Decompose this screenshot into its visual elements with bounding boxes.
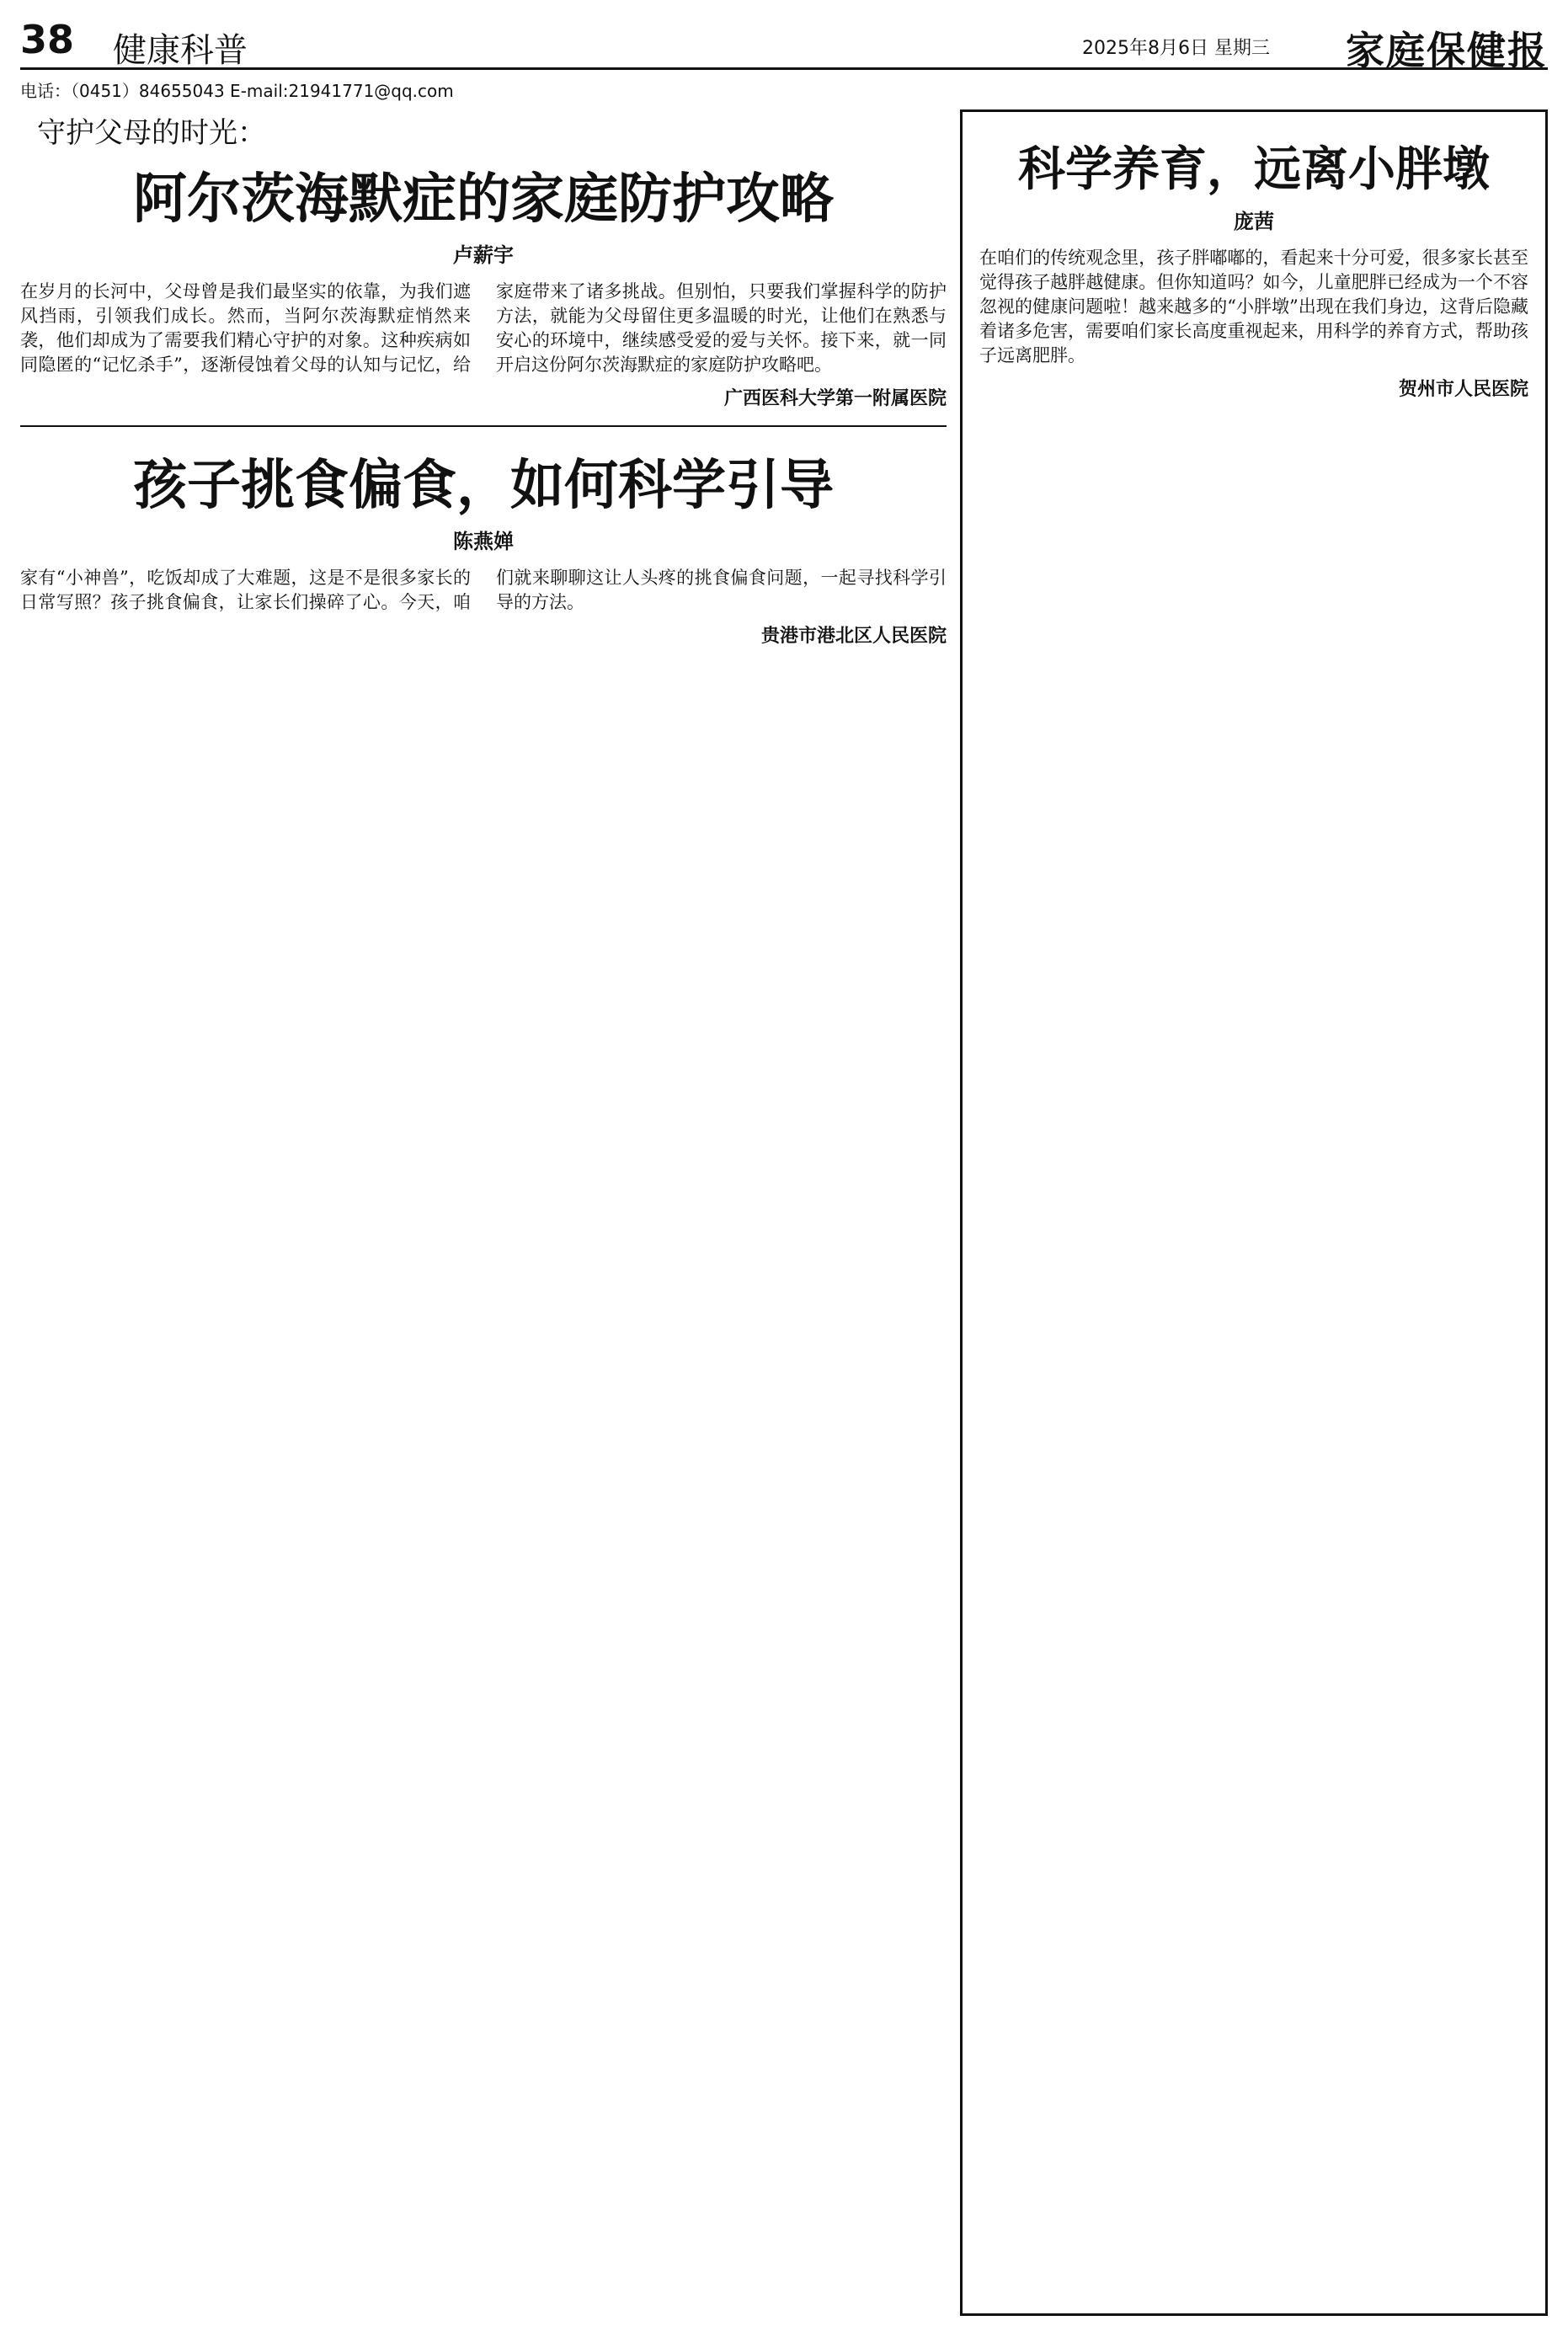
article-org: 广西医科大学第一附属医院 xyxy=(723,388,947,409)
article-body: 在岁月的长河中，父母曾是我们最坚实的依靠，为我们遮风挡雨，引领我们成长。然而，当阿尔茨海默症悄然来袭，他们却成为了需要我们精心守护的对象。这种疾病如同隐匿的“记忆杀手”，逐渐侵蚀着父母的认知与记忆，给家庭带来了诸多挑战。但别怕，只要我们掌握科学的防护方法，就能为父母留住更多温暖的时光，让他们在熟悉与安心的环境中，继续感受爱的爱与关怀。接下来，就一同开启这份阿尔茨海默症的家庭防护攻略吧。 xyxy=(20,281,947,375)
article-picky-eating xyxy=(20,442,947,648)
article-title: 科学养育，远离小胖墩 xyxy=(1018,141,1490,197)
paper-name: 家庭保健报 xyxy=(1346,28,1548,73)
article-body: 家有“小神兽”，吃饭却成了大难题，这是不是很多家长的日常写照？孩子挑食偏食，让家长们操碎了心。今天，咱们就来聊聊这让人头疼的挑食偏食问题，一起寻找科学引导的方法。 xyxy=(20,568,947,612)
article-kicker: 守护父母的时光： xyxy=(37,116,266,150)
article-org: 贵港市港北区人民医院 xyxy=(760,626,947,647)
left-column xyxy=(20,109,947,2316)
section-title: 健康科普 xyxy=(113,31,248,70)
issue-date: 2025年8月6日 星期三 xyxy=(1082,38,1270,59)
masthead xyxy=(20,17,1548,73)
article-title: 孩子挑食偏食，如何科学引导 xyxy=(133,454,834,517)
divider xyxy=(20,425,947,427)
right-column xyxy=(960,109,1548,2316)
contact-line: 电话：（0451）84655043 E-mail:21941771@qq.com xyxy=(20,81,454,101)
article-author: 庞茜 xyxy=(1234,210,1274,233)
article-child-obesity xyxy=(979,132,1528,401)
article-author: 陈燕婵 xyxy=(453,530,514,553)
article-title: 阿尔茨海默症的家庭防护攻略 xyxy=(133,168,834,231)
article-author: 卢薪宇 xyxy=(453,243,514,267)
article-org: 贺州市人民医院 xyxy=(1398,379,1528,400)
article-alzheimers xyxy=(20,109,947,410)
page-number: 38 xyxy=(20,17,75,62)
article-body: 在咱们的传统观念里，孩子胖嘟嘟的，看起来十分可爱，很多家长甚至觉得孩子越胖越健康。但你知道吗？如今，儿童肥胖已经成为一个不容忽视的健康问题啦！越来越多的“小胖墩”出现在我们身边，这背后隐藏着诸多危害，需要咱们家长高度重视起来，用科学的养育方式，帮助孩子远离肥胖。 xyxy=(979,248,1528,365)
